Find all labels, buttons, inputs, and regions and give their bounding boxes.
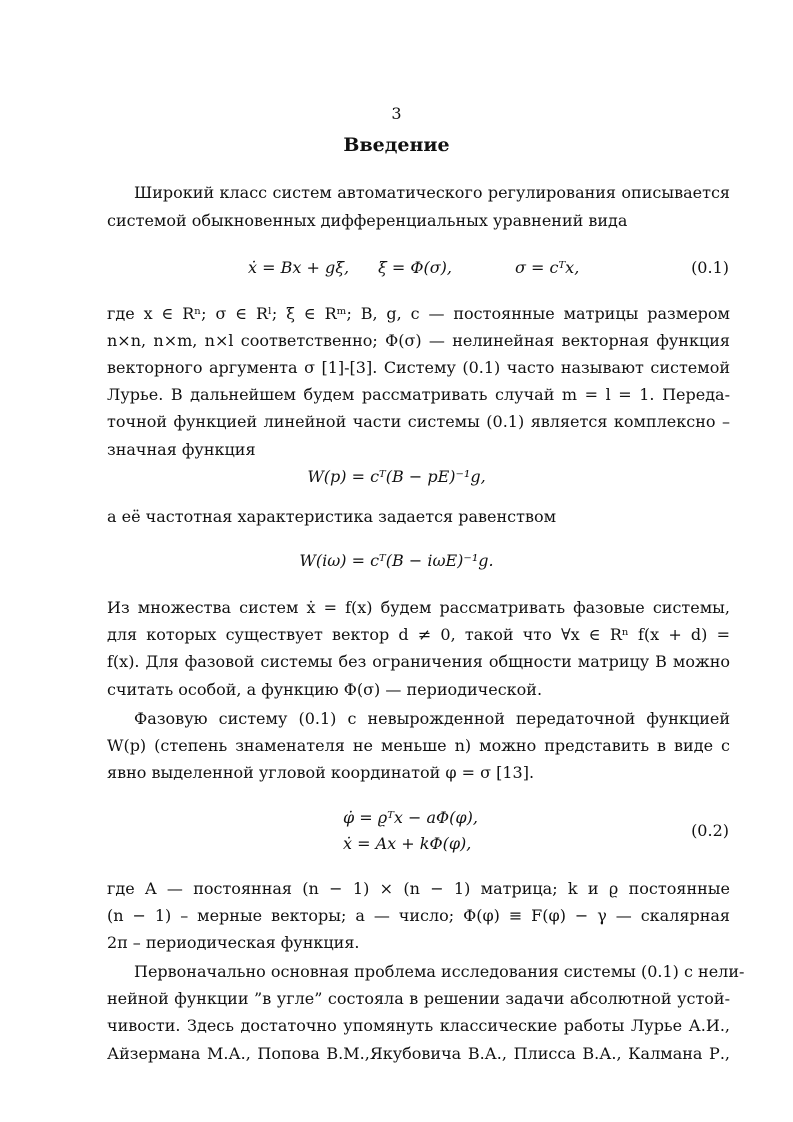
equation-0-1-part-3: σ = cᵀx, — [515, 258, 580, 277]
paragraph-line: (n − 1) – мерные векторы; a — число; Φ(φ) ≡ F(φ) − γ — скалярная — [107, 906, 730, 925]
paragraph-line: для которых существует вектор d ≠ 0, такой что ∀x ∈ Rⁿ f(x + d) = — [107, 625, 730, 644]
paragraph-line: n×n, n×m, n×l соответственно; Φ(σ) — нелинейная векторная функция — [107, 331, 730, 350]
paragraph-line: Первоначально основная проблема исследования системы (0.1) с нели- — [134, 962, 745, 981]
section-title: Введение — [343, 134, 450, 156]
equation-frequency-response: W(iω) = cᵀ(B − iωE)⁻¹g. — [299, 551, 494, 570]
paragraph-line: f(x). Для фазовой системы без ограничения общности матрицу B можно — [107, 652, 730, 671]
paragraph-line: W(p) (степень знаменателя не меньше n) можно представить в виде с — [107, 736, 730, 755]
paragraph-line: явно выделенной угловой координатой φ = σ [13]. — [107, 763, 535, 782]
paragraph-line: считать особой, а функцию Φ(σ) — периодической. — [107, 680, 543, 699]
paragraph-line: Лурье. В дальнейшем будем рассматривать случай m = l = 1. Переда- — [107, 385, 730, 404]
paragraph-line: 2π – периодическая функция. — [107, 933, 360, 952]
paragraph-line: векторного аргумента σ [1]-[3]. Систему (0.1) часто называют системой — [107, 358, 730, 377]
paragraph-line: точной функцией линейной части системы (0.1) является комплексно – — [107, 412, 730, 431]
paragraph-line: значная функция — [107, 440, 256, 459]
paragraph-line: где x ∈ Rⁿ; σ ∈ Rˡ; ξ ∈ Rᵐ; B, g, c — постоянные матрицы размером — [107, 304, 730, 323]
paragraph-line: где A — постоянная (n − 1) × (n − 1) матрица; k и ϱ постоянные — [107, 879, 730, 898]
equation-0-1-part-1: ẋ = Bx + gξ, — [248, 258, 350, 277]
page-number: 3 — [391, 104, 402, 123]
equation-transfer-function: W(p) = cᵀ(B − pE)⁻¹g, — [307, 467, 486, 486]
paragraph-line: чивости. Здесь достаточно упомянуть классические работы Лурье А.И., — [107, 1016, 730, 1035]
paragraph-line: Широкий класс систем автоматического регулирования описывается — [134, 183, 730, 202]
equation-0-2-line-1: φ̇ = ϱᵀx − aΦ(φ), — [343, 808, 478, 827]
paragraph-line: Фазовую систему (0.1) с невырожденной передаточной функцией — [134, 709, 730, 728]
paragraph-line: системой обыкновенных дифференциальных уравнений вида — [107, 211, 628, 230]
paragraph-line: Айзермана М.А., Попова В.М.,Якубовича В.А., Плисса В.А., Калмана Р., — [107, 1044, 730, 1063]
paragraph-line: нейной функции ”в угле” состояла в решении задачи абсолютной устой- — [107, 989, 730, 1008]
equation-number: (0.2) — [691, 821, 729, 840]
paragraph-line: Из множества систем ẋ = f(x) будем рассматривать фазовые системы, — [107, 598, 730, 617]
paragraph-line: а её частотная характеристика задается равенством — [107, 507, 557, 526]
equation-0-2-line-2: ẋ = Ax + kΦ(φ), — [343, 834, 472, 853]
equation-number: (0.1) — [691, 258, 729, 277]
equation-0-1-part-2: ξ = Φ(σ), — [378, 258, 452, 277]
